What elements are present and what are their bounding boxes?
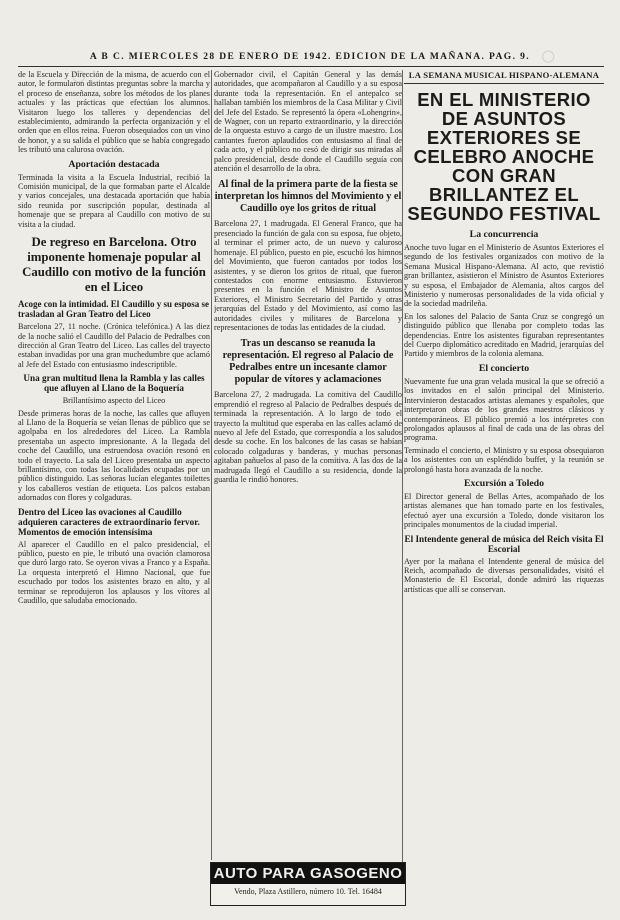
- col3-body-1a: Anoche tuvo lugar en el Ministerio de Asuntos Exteriores el segundo de los festivales organizados con motivo de la Semana Musical Hispano-Alemana. Al acto, que revistió gran brillantez, asistieron el Ministro de Asuntos Exteriores y su esposa, el Embajador de Alemania, altos cargos del Ministerio y numerosas personalidades de la vida oficial y de la sociedad madrileña.: [404, 243, 604, 309]
- col2-headline-1: Al final de la primera parte de la fiesta se interpretan los himnos del Movimiento y el Caudillo oye los gritos de ritual: [214, 179, 402, 215]
- ad-subtitle: Vendo, Plaza Astillero, número 10. Tel. 16484: [234, 887, 382, 896]
- col2-headline-2: Tras un descanso se reanuda la representación. El regreso al Palacio de Pedralbes entre un incesante clamor popular de vítores y aclamaciones: [222, 338, 394, 386]
- col3-body-2a: Nuevamente fue una gran velada musical la que se ofreció a los invitados en el salón principal del Ministerio. Intervinieron destacados artistas alemanes y españoles, que interpretaron obras de los grandes maestros clásicos y contemporáneos. El público premió a los intérpretes con prolongados aplausos al final de cada una de las obras del programa.: [404, 376, 604, 443]
- col3-body-2b: Terminado el concierto, el Ministro y su esposa obsequiaron a los asistentes con un espléndido buffet, y la reunión se prolongó hasta hora avanzada de la noche.: [404, 445, 604, 474]
- col1-subhead-aportacion: Aportación destacada: [68, 158, 160, 170]
- col1-headline: De regreso en Barcelona. Otro imponente homenaje popular al Caudillo con motivo de la función en el Liceo: [22, 235, 206, 295]
- col3-headline: EN EL MINISTERIO DE ASUNTOS EXTERIORES SE CELEBRO ANOCHE CON GRAN BRILLANTEZ EL SEGUNDO FESTIVAL: [407, 89, 601, 224]
- col2-body-1: Gobernador civil, el Capitán General y las demás autoridades, que acompañaron al Caudillo y a su esposa durante toda la representación. En el antepalco se hallaban también los miembros de la Casa Militar y Civil del Jefe del Estado. Se representó la ópera «Lohengrin», de Wagner, con un reparto extraordinario, y la dirección de la orquesta estuvo a cargo de un ilustre maestro. Los cantantes fueron aplaudidos con entusiasmo al final de cada acto, y el público no cesó de dirigir sus miradas al palco presidencial, desde donde el Caudillo seguía con atención el desarrollo de la obra.: [214, 70, 402, 174]
- col1-body-4: Al aparecer el Caudillo en el palco presidencial, el público, puesto en pie, le tributó una ovación clamorosa que duró largo rato. Se oyeron vivas a Franco y a España. La orquesta interpretó el Himno Nacional, que fue escuchado por todos los asistentes brazo en alto, y al terminar se reprodujeron los aplausos y los vítores al Caudillo, que saludaba emocionado.: [18, 539, 210, 606]
- masthead: A B C. MIERCOLES 28 DE ENERO DE 1942. EDICION DE LA MAÑANA. PAG. 9.: [89, 52, 531, 62]
- col2-body-3: Barcelona 27, 2 madrugada. La comitiva del Caudillo emprendió el regreso al Palacio de Pedralbes después de terminada la representación. A lo largo de todo el trayecto la multitud que esperaba en las calles aclamó de nuevo al Jefe del Estado, que correspondía a los saludos desde su coche. En los balcones de las casas se habían colocado colgaduras y banderas, y muchas personas agitaban pañuelos al paso de la comitiva. A las dos de la madrugada llegó el Caudillo a su residencia, donde la guardia le rindió honores.: [214, 390, 402, 484]
- watermark-stamp-2: ○: [534, 37, 563, 74]
- col3-kicker: LA SEMANA MUSICAL HISPANO-ALEMANA: [408, 70, 600, 80]
- column-1: [18, 70, 210, 905]
- classified-ad: [210, 862, 406, 906]
- col1-intro: de la Escuela y Dirección de la misma, de acuerdo con el autor, le formularon distintas preguntas sobre la marcha y el proceso de enseñanza, sobre los métodos de los planes actuales y las prácticas que efectúan los alumnos. Visitaron luego los talleres y dependencias del establecimiento, admirando la perfecta organización y el orden que en ellos reina. Fueron obsequiados con un vino de honor, y a su salida el público que se había congregado les tributó una calurosa ovación.: [18, 70, 210, 155]
- col1-lead: Acoge con la intimidad. El Caudillo y su esposa se trasladan al Gran Teatro del Liceo: [18, 299, 210, 320]
- col1-body-3a: Brillantísimo aspecto del Liceo: [62, 396, 166, 406]
- col3-body-4: Ayer por la mañana el Intendente general de música del Reich, acompañado de diversas personalidades, visitó el Monasterio de El Escorial, donde admiró las riquezas artísticas que allí se conservan.: [404, 556, 604, 594]
- col3-body-3: El Director general de Bellas Artes, acompañado de los artistas alemanes que han tomado parte en los festivales, efectuó ayer una excursión a Toledo, donde visitaron los principales monumentos de la ciudad imperial.: [404, 491, 604, 530]
- col1-subhead-rambla: Una gran multitud llena la Rambla y las calles que afluyen al Llano de la Boquería: [23, 373, 205, 394]
- watermark-stamp-1: ○: [63, 57, 94, 94]
- col3-body-1b: En los salones del Palacio de Santa Cruz se congregó un distinguido público que llenaba por completo todas las dependencias. Entre los asistentes figuraban representantes del Cuerpo diplomático acreditado en Madrid, jerarquías del Partido y miembros de la colonia alemana.: [404, 311, 604, 359]
- col1-body-1: Terminada la visita a la Escuela Industrial, recibió la Comisión municipal, de la que formaban parte el Alcalde y varios concejales, una destacada aportación que había sido reunida por suscripción popular, destinada al homenaje que se prepara al Caudillo con motivo de su visita a la ciudad.: [18, 172, 210, 229]
- col3-kicker-rule: [404, 83, 604, 84]
- col3-sub-concierto: El concierto: [478, 362, 530, 374]
- col3-sub-intendente: El Intendente general de música del Reich visita El Escorial: [404, 533, 604, 554]
- col3-sub-toledo: Excursión a Toledo: [463, 477, 545, 489]
- column-2: [214, 70, 402, 905]
- ad-title: AUTO PARA GASOGENO: [211, 863, 405, 884]
- col1-body-3b: Desde primeras horas de la noche, las calles que afluyen al Llano de la Boquería se veían llenas de público que se agolpaba en los alrededores del Liceo. La Rambla presentaba un aspecto impresionante. A la llegada del coche del Caudillo, una estruendosa ovación resonó en todo el trayecto. La sala del Liceo presentaba un aspecto brillantísimo, con todas las localidades ocupadas por un público distinguido. Las señoras lucían elegantes toilettes y los caballeros vestían de etiqueta. Los palcos estaban adornados con flores y colgaduras.: [18, 408, 210, 503]
- col3-sub-concurrencia: La concurrencia: [469, 229, 539, 240]
- col1-body-2: Barcelona 27, 11 noche. (Crónica telefónica.) A las diez de la noche salió el Caudillo del Palacio de Pedralbes con dirección al Gran Teatro del Liceo. Las calles del trayecto estaban invadidas por una gran muchedumbre que aclamó al Jefe del Estado con entusiasmo indescriptible.: [18, 322, 210, 369]
- col1-subhead-liceo: Dentro del Liceo las ovaciones al Caudillo adquieren caracteres de extraordinario fervor. Momentos de emoción intensísima: [18, 506, 200, 537]
- col2-body-2: Barcelona 27, 1 madrugada. El General Franco, que ha presenciado la función de gala con su esposa, fue objeto, al terminar el primer acto, de un nuevo y caluroso homenaje. El público, puesto en pie, escuchó los himnos del Movimiento, que fueron cantados por todos los asistentes, y se dieron los gritos de ritual, que fueron contestados con enorme entusiasmo. Estuvieron presentes en la función el Ministro de Asuntos Exteriores, el Ministro Secretario del Partido y otras jerarquías del Estado y del Movimiento, así como las autoridades civiles y militares de Barcelona y representaciones de todas las entidades de la ciudad.: [214, 219, 402, 332]
- column-divider-2: [402, 70, 403, 905]
- column-3: [404, 70, 604, 905]
- masthead-rule: [18, 66, 604, 67]
- column-divider-1: [211, 70, 212, 860]
